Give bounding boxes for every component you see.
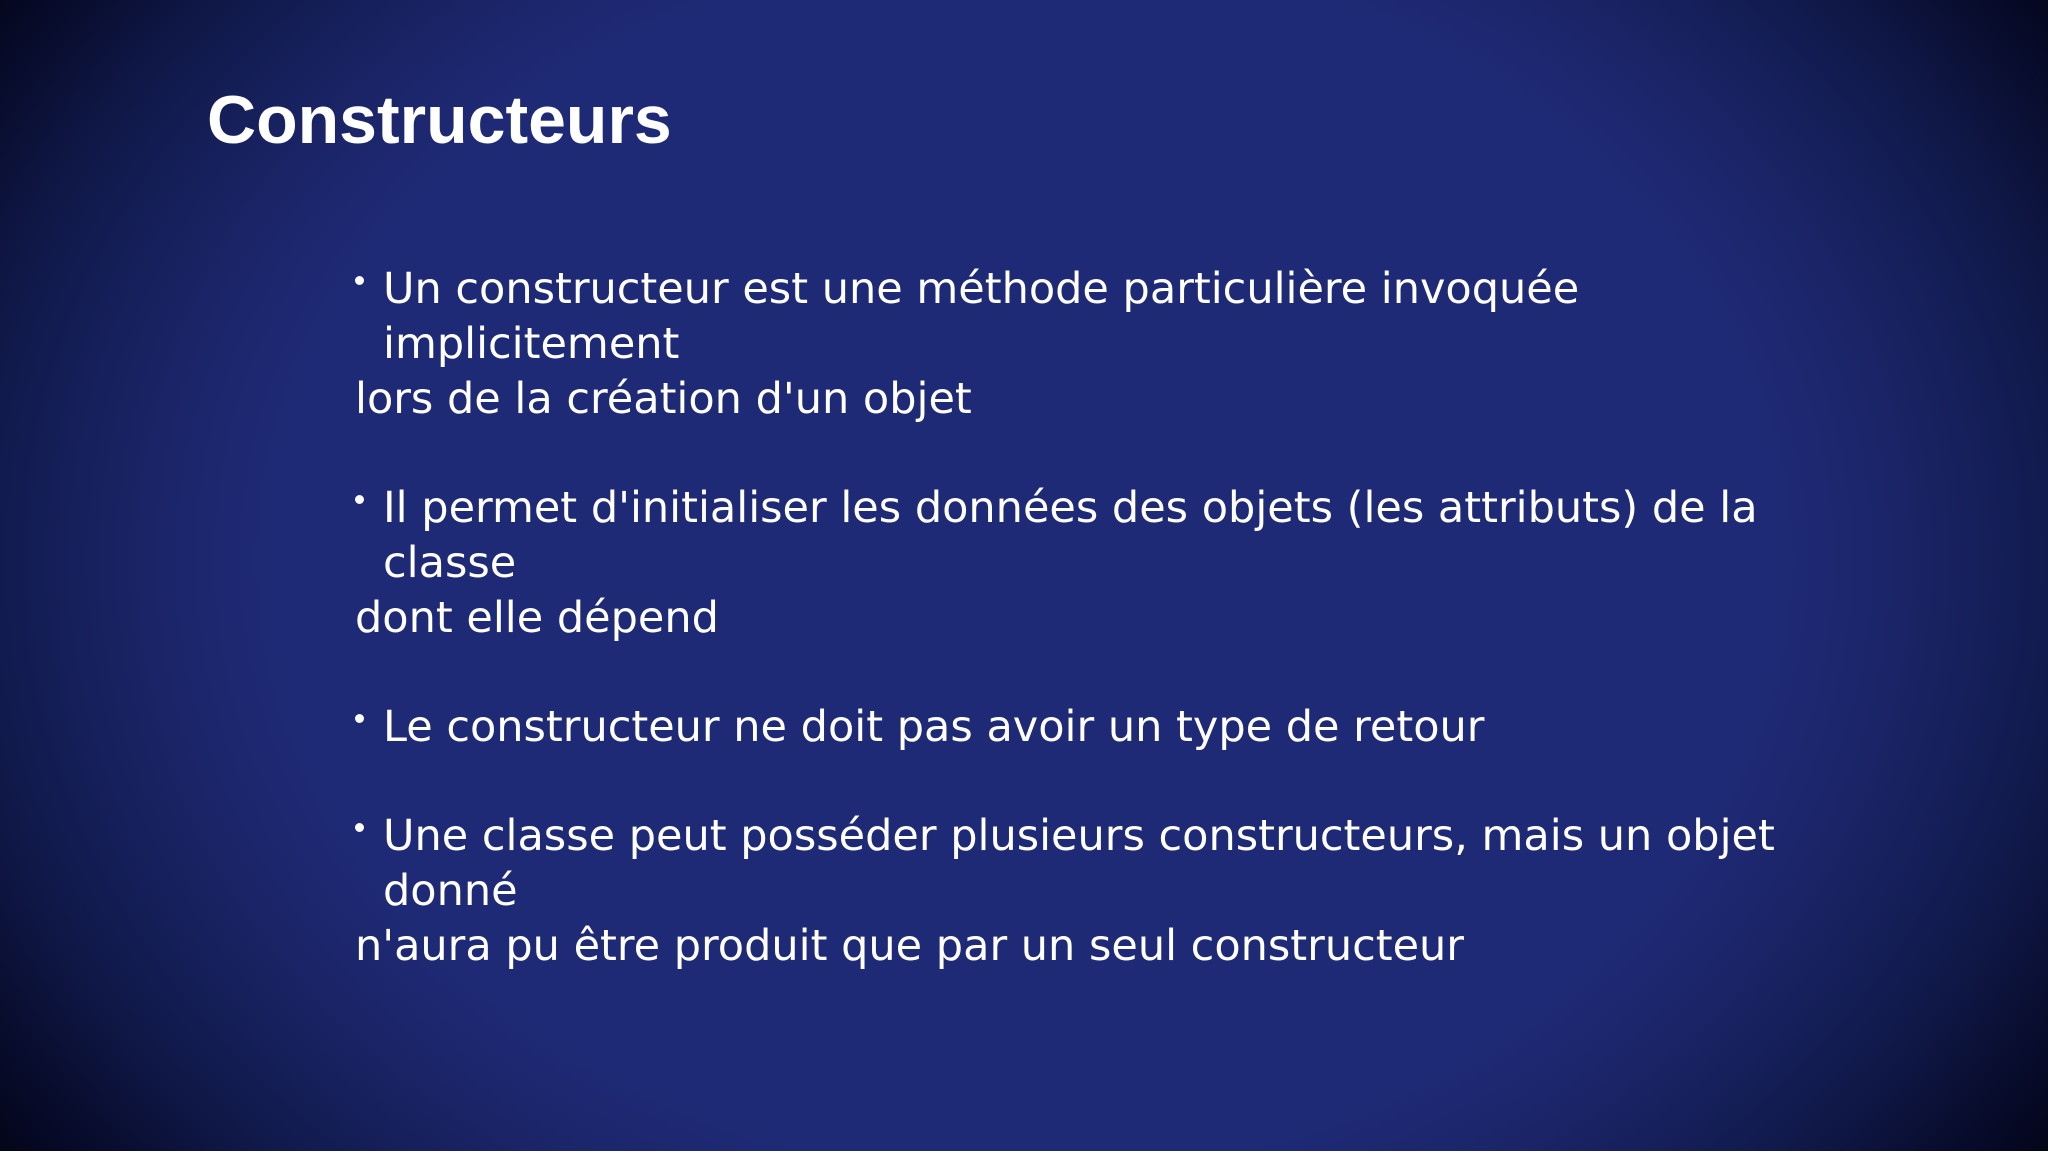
bullet-text: Un constructeur est une méthode particulière invoquée implicitement (383, 264, 1580, 369)
bullet-text: Le constructeur ne doit pas avoir un type de retour (383, 702, 1485, 752)
bullet-dot-icon (355, 714, 364, 723)
bullet-item (355, 809, 1795, 919)
bullet-continuation: dont elle dépend (355, 593, 719, 643)
bullet-dot-icon (355, 495, 364, 504)
bullet-text: Il permet d'initialiser les données des objets (les attributs) de la classe (383, 483, 1758, 588)
bullet-continuation: lors de la création d'un objet (355, 374, 972, 424)
bullet-item (355, 700, 1795, 755)
bullet-list (355, 262, 1795, 974)
bullet-item (355, 262, 1795, 372)
bullet-dot-icon (355, 276, 364, 285)
bullet-text: Une classe peut posséder plusieurs constructeurs, mais un objet donné (383, 811, 1775, 916)
bullet-dot-icon (355, 823, 364, 832)
slide-title: Constructeurs (207, 82, 672, 158)
bullet-item (355, 481, 1795, 591)
bullet-continuation: n'aura pu être produit que par un seul constructeur (355, 921, 1464, 971)
